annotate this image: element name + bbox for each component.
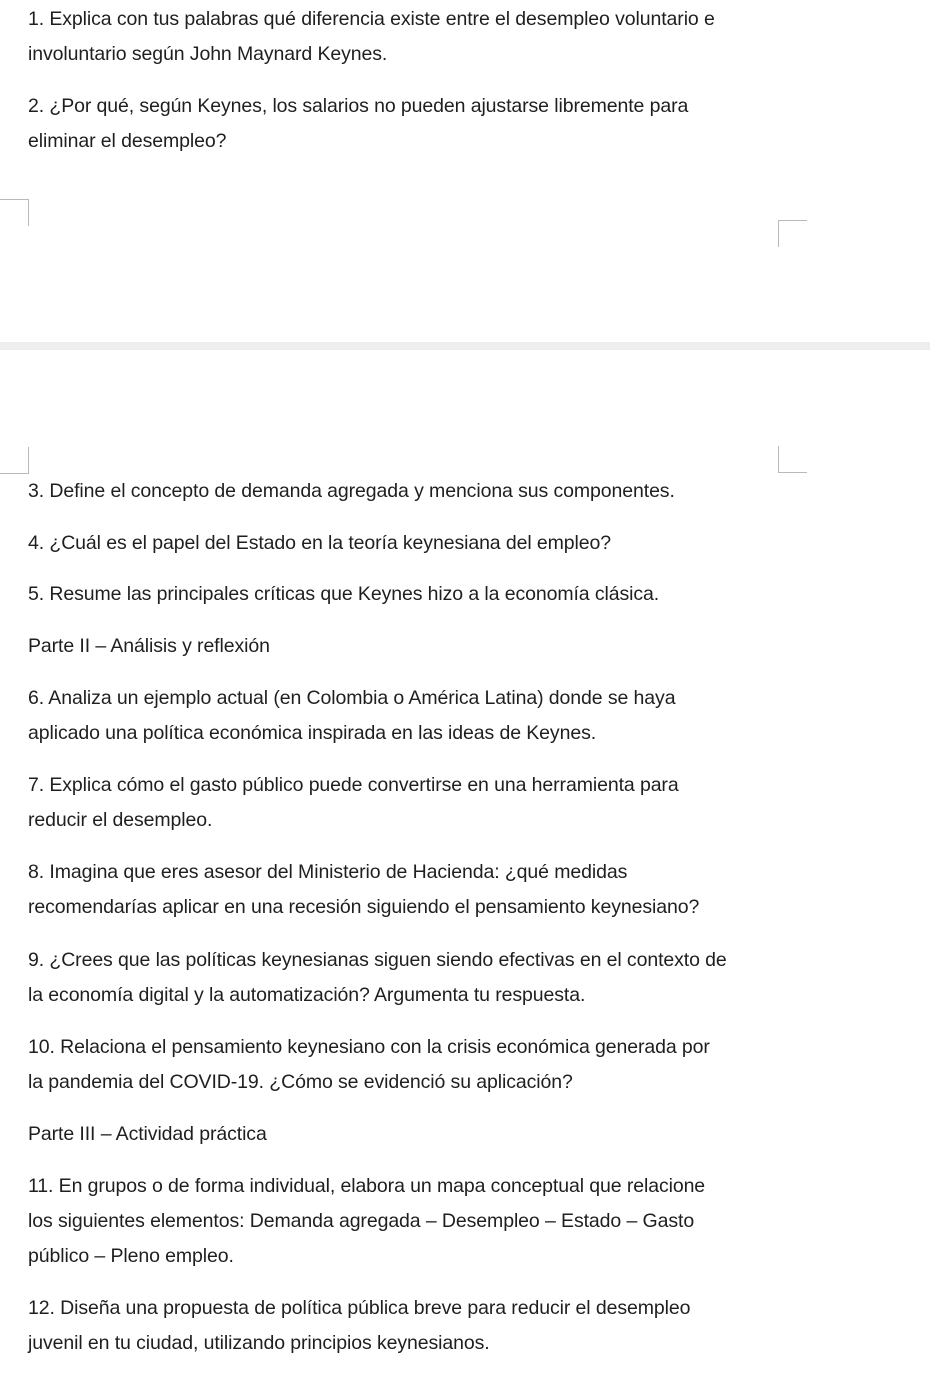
question-4: 4. ¿Cuál es el papel del Estado en la teoría keynesiana del empleo? <box>28 532 612 554</box>
question-9-line-2: la economía digital y la automatización? Argumenta tu respuesta. <box>28 984 586 1006</box>
part-3-heading: Parte III – Actividad práctica <box>28 1123 267 1145</box>
margin-mark-bottom-left <box>0 447 29 474</box>
question-3: 3. Define el concepto de demanda agregada y menciona sus componentes. <box>28 480 675 502</box>
question-6-line-1: 6. Analiza un ejemplo actual (en Colombia o América Latina) donde se haya <box>28 687 676 709</box>
question-11-line-1: 11. En grupos o de forma individual, elabora un mapa conceptual que relacione <box>28 1175 706 1197</box>
question-7-line-2: reducir el desempleo. <box>28 809 213 831</box>
question-10-line-1: 10. Relaciona el pensamiento keynesiano con la crisis económica generada por <box>28 1036 710 1058</box>
question-2-line-2: eliminar el desempleo? <box>28 130 227 152</box>
question-8-line-2: recomendarías aplicar en una recesión siguiendo el pensamiento keynesiano? <box>28 896 700 918</box>
question-7-line-1: 7. Explica cómo el gasto público puede convertirse en una herramienta para <box>28 774 679 796</box>
question-11-line-3: público – Pleno empleo. <box>28 1245 234 1267</box>
question-6-line-2: aplicado una política económica inspirada en las ideas de Keynes. <box>28 722 597 744</box>
question-11-line-2: los siguientes elementos: Demanda agregada – Desempleo – Estado – Gasto <box>28 1210 695 1232</box>
question-1-line-2: involuntario según John Maynard Keynes. <box>28 43 388 65</box>
margin-mark-bottom-right <box>778 446 807 473</box>
question-9-line-1: 9. ¿Crees que las políticas keynesianas siguen siendo efectivas en el contexto de <box>28 949 727 971</box>
question-2-line-1: 2. ¿Por qué, según Keynes, los salarios no pueden ajustarse libremente para <box>28 95 689 117</box>
page-separator <box>0 342 930 350</box>
question-10-line-2: la pandemia del COVID-19. ¿Cómo se evidenció su aplicación? <box>28 1071 573 1093</box>
question-12-line-1: 12. Diseña una propuesta de política pública breve para reducir el desempleo <box>28 1297 691 1319</box>
part-2-heading: Parte II – Análisis y reflexión <box>28 635 270 657</box>
margin-mark-top-left <box>0 199 29 226</box>
question-1-line-1: 1. Explica con tus palabras qué diferencia existe entre el desempleo voluntario e <box>28 8 715 30</box>
question-8-line-1: 8. Imagina que eres asesor del Ministerio de Hacienda: ¿qué medidas <box>28 861 628 883</box>
question-5: 5. Resume las principales críticas que Keynes hizo a la economía clásica. <box>28 583 660 605</box>
margin-mark-top-right <box>778 220 807 247</box>
question-12-line-2: juvenil en tu ciudad, utilizando principios keynesianos. <box>28 1332 490 1354</box>
